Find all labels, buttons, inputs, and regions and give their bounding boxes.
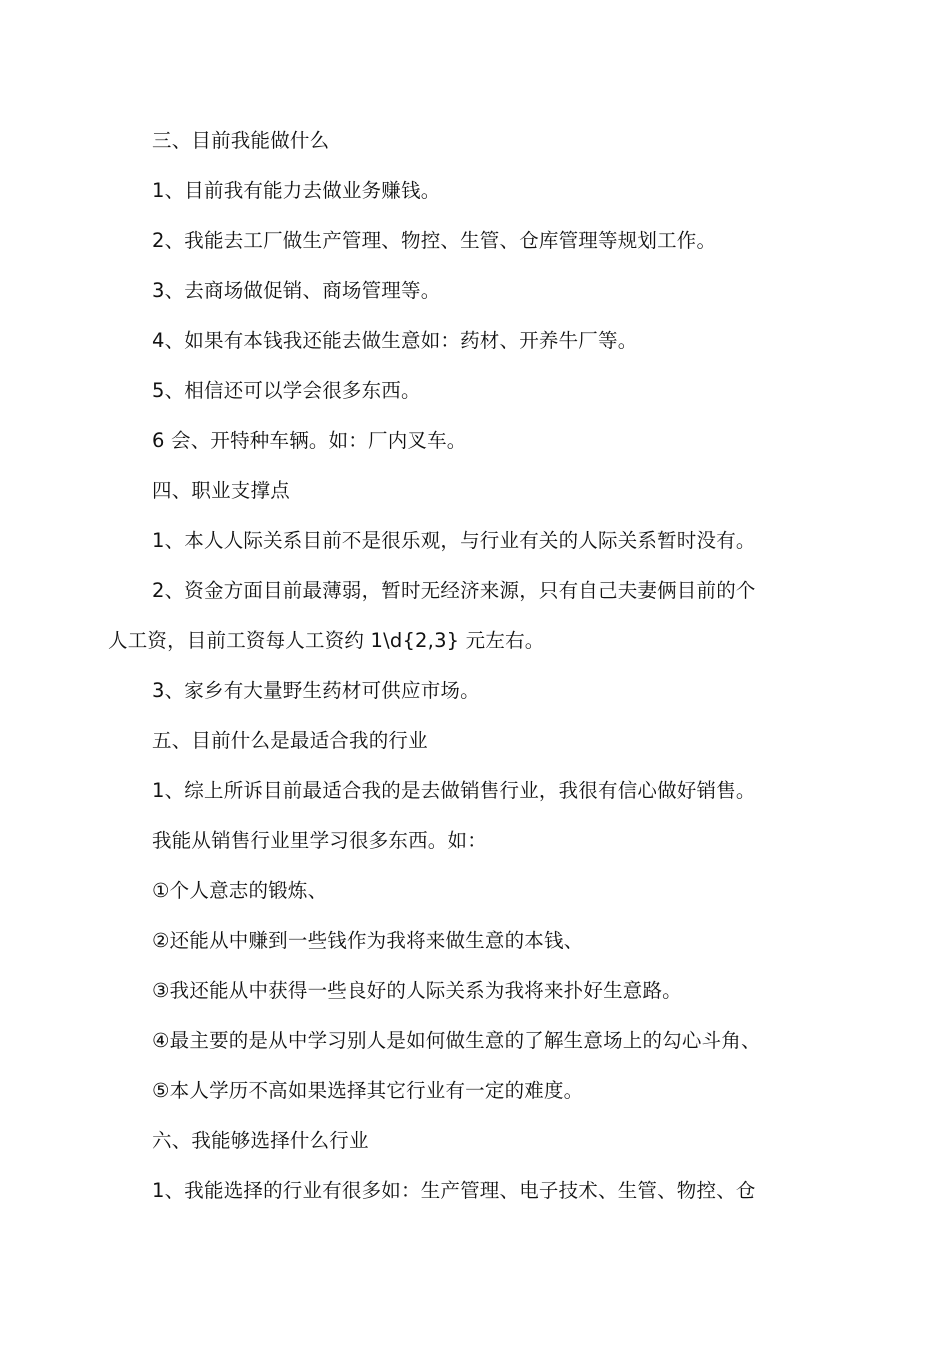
paragraph-line: 1、我能选择的行业有很多如：生产管理、电子技术、生管、物控、仓: [152, 1179, 756, 1202]
section-heading-5: 五、目前什么是最适合我的行业: [152, 729, 428, 752]
section-heading-4: 四、职业支撑点: [152, 479, 290, 502]
list-item: ①个人意志的锻炼、: [152, 879, 328, 902]
paragraph-line: 1、本人人际关系目前不是很乐观，与行业有关的人际关系暂时没有。: [152, 529, 756, 552]
paragraph-line: 4、如果有本钱我还能去做生意如：药材、开养牛厂等。: [152, 329, 638, 352]
section-heading-3: 三、目前我能做什么: [152, 129, 330, 152]
paragraph-line: 1、综上所诉目前最适合我的是去做销售行业，我很有信心做好销售。: [152, 779, 756, 802]
section-heading-6: 六、我能够选择什么行业: [152, 1129, 369, 1152]
paragraph-continuation-line: 人工资，目前工资每人工资约 1\d{2,3} 元左右。: [108, 629, 545, 652]
paragraph-line: 2、资金方面目前最薄弱，暂时无经济来源，只有自己夫妻俩目前的个: [152, 579, 756, 602]
paragraph-line: 6 会、开特种车辆。如：厂内叉车。: [152, 429, 467, 452]
paragraph-line: 1、目前我有能力去做业务赚钱。: [152, 179, 441, 202]
list-item: ②还能从中赚到一些钱作为我将来做生意的本钱、: [152, 929, 584, 952]
list-item: ⑤本人学历不高如果选择其它行业有一定的难度。: [152, 1079, 584, 1102]
paragraph-line: 2、我能去工厂做生产管理、物控、生管、仓库管理等规划工作。: [152, 229, 717, 252]
paragraph-line: 3、家乡有大量野生药材可供应市场。: [152, 679, 480, 702]
paragraph-line: 我能从销售行业里学习很多东西。如：: [152, 829, 487, 852]
paragraph-line: 5、相信还可以学会很多东西。: [152, 379, 421, 402]
list-item: ④最主要的是从中学习别人是如何做生意的了解生意场上的勾心斗角、: [152, 1029, 761, 1052]
list-item: ③我还能从中获得一些良好的人际关系为我将来扑好生意路。: [152, 979, 682, 1002]
paragraph-line: 3、去商场做促销、商场管理等。: [152, 279, 441, 302]
